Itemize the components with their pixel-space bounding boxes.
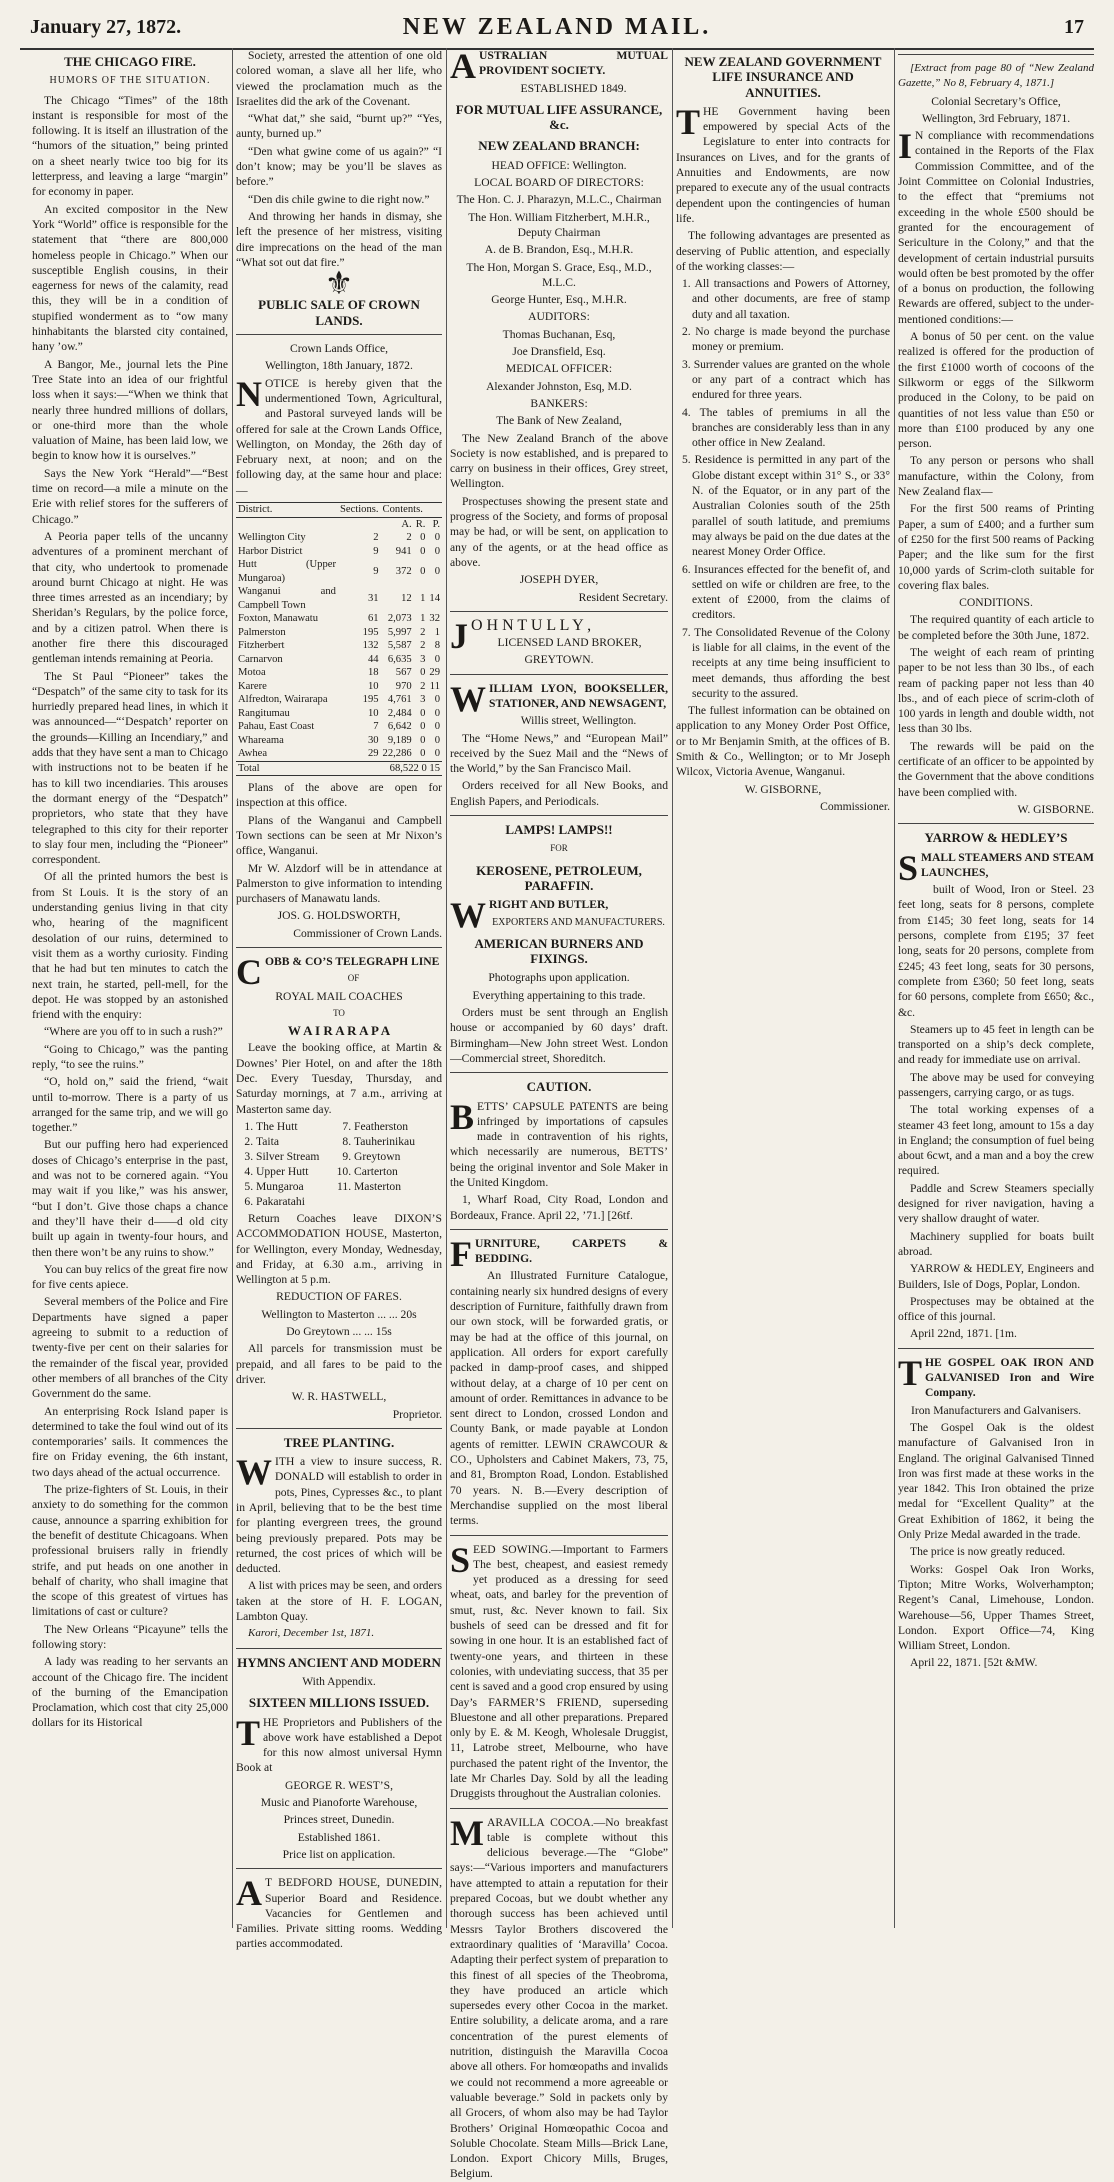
lyon-title: ILLIAM LYON, BOOKSELLER, STATIONER, AND NEWSAGENT, (489, 681, 668, 710)
district-cell: Motoa (238, 667, 266, 679)
crown-plans-2: Plans of the Wanganui and Campbell Town sections can be seen at Mr Nixon’s office, Wanganui. (236, 813, 442, 858)
cobb-stops-list (236, 1119, 442, 1209)
roods-cell: 0 (420, 667, 426, 679)
unit-acres: A. (401, 518, 412, 530)
acres-cell: 941 (395, 545, 412, 557)
district-cell: Hutt (Upper Mungaroa) (238, 559, 336, 584)
column-4: NEW ZEALAND GOVERNMENT LIFE INSURANCE AND ANNUITIES. THE Government having been empowered by special Acts of the Legislature to enter into contracts for Insurances on Lives, and for the grants of Annuities and Endowments, are now prepared to execute any of the usual contracts dependent upon the contingencies of human life. The following advantages are presented as deserving of Public attention, and especially of the working classes:— 1. All transactions and Powers of Attorney, and other documents, are free of stamp duty and all taxation. 2. No charge is made beyond the purchase money or premium. 3. Surrender values are granted on the whole or any part of a contract which has endured for three years. 4. The tables of premiums in all the branches are considerably less than in any other office in New Zealand. 5. Residence is permitted in any part of the Globe distant except within 31° S., or 33° N. of the Equator, or in any part of the Australian Colonies south of the 25th parallel of south latitude, and premiums may always be paid on the due dates at the nearest Money Order Office. 6. Insurances effected for the benefit of, and settled on wife or children are free, to the extent of £2000, from the claims of creditors. 7. The Consolidated Revenue of the Colony is liable for all claims, in the event of the receipts at any time being insufficient to meet demands, thus affording the best security to the assured. The fullest information can be obtained on application to any Money Order Post Office, or to Mr Benjamin Smith, at the offices of B. Smith & Co., Wellington; or to Mr Joseph Wilcox, Victoria Avenue, Wanganui. W. GISBORNE, Commissioner. (676, 54, 890, 813)
tree-body-2: A list with prices may be seen, and orders taken at the store of H. F. LOGAN, Lambton Quay. (236, 1579, 442, 1624)
acres-cell: 2,484 (387, 707, 412, 719)
tree-dateline: Karori, December 1st, 1871. (248, 1627, 375, 1640)
lyon-address: Willis street, Wellington. (520, 714, 637, 728)
sections-cell: 30 (367, 734, 379, 746)
amp-branch: NEW ZEALAND BRANCH: (478, 138, 640, 154)
amp-auditors-heading: AUDITORS: (528, 310, 590, 324)
chicago-paragraph: A lady was reading to her servants an account of the Chicago fire. The incident of the burning of the Emancipation Proclamation, which cost that city 25,000 dollars for its Historical (32, 1655, 228, 1730)
sections-cell: 61 (367, 613, 379, 625)
amp-bankers: The Bank of New Zealand, (496, 414, 622, 428)
lamps-wright-butler: RIGHT AND BUTLER, (489, 898, 609, 912)
flax-body-4: For the first 500 reams of Printing Paper, a sum of £400; and a further sum of £250 for the first 500 reams of Packing Paper; and the like sum for the first 10,000 yards of Scrim-cloth suitable for covering flax bales. (898, 502, 1094, 592)
page-number: 17 (1064, 16, 1084, 38)
acres-cell: 6,642 (387, 721, 412, 733)
sections-cell: 31 (367, 592, 379, 604)
hymns-sub: With Appendix. (302, 1674, 376, 1688)
crown-signature: JOS. G. HOLDSWORTH, (277, 909, 401, 923)
table-row (236, 626, 442, 640)
district-cell: Wanganui and Campbell Town (238, 586, 336, 611)
acres-cell: 2 (406, 532, 412, 544)
cobb-royal: ROYAL MAIL COACHES (275, 989, 403, 1003)
chicago-paragraph: And throwing her hands in dismay, she left the presence of her mistress, visiting dire imprecations on the head of the man “What sot out dat fire.” (236, 209, 442, 269)
gospel-title: HE GOSPEL OAK IRON AND GALVANISED Iron and Wire Company. (925, 1355, 1094, 1400)
sections-cell: 18 (367, 667, 379, 679)
insurance-signature-title: Commissioner. (820, 799, 890, 813)
perches-cell: 0 (434, 653, 440, 665)
crown-lands-table (236, 502, 442, 776)
list-item: The Hon. William Fitzherbert, M.H.R., Deputy Chairman (468, 210, 650, 239)
perches-cell: 29 (429, 667, 440, 679)
table-row (236, 545, 442, 559)
sections-cell: 9 (373, 545, 379, 557)
furniture-heading: URNITURE, CARPETS & BEDDING. (475, 1236, 668, 1266)
district-cell: Palmerston (238, 626, 286, 638)
column-2: Society, arrested the attention of one old colored woman, a slave all her life, who viewed the proclamation much as the Israelites did the ark of the Covenant. “What dat,” she said, “burnt up?” “Yes, aunty, burned up.” “Den what gwine come of us again?” “I don’t know; may be you’ll be slaves as before.” “Den dis chile gwine to die right now.” And throwing her hands in dismay, she left the presence of her mistress, visiting dire imprecations on the head of the man “What sot out dat fire.” ⚜ PUBLIC SALE OF CROWN LANDS. Crown Lands Office, Wellington, 18th January, 1872. NOTICE is hereby given that the undermentioned Town, Agricultural, and Pastoral surveyed lands will be offered for sale at the Crown Lands Office, Wellington, on Monday, the 26th day of February next, at noon; and on the following day, at the same hour and place:— District. Sections. Contents. A. R. P. Wellington City 2 2 0 0 Harbor District 9 941 0 0 Hutt (Upper Mungaroa) 9 372 0 0 Wanganui and Campbell Town 31 12 1 14 Foxton, Manawatu 61 2,073 1 32 Palmerston 195 5,997 2 1 Fitzherbert 132 5,587 2 8 Carnarvon 44 6,635 3 0 Motoa 18 567 0 29 Karere 10 970 2 11 Alfredton, Wairarapa 195 4,761 3 0 Rangitumau 10 2,484 0 0 Pahau, East Coast 7 6,642 0 0 Whareama 30 9,189 0 0 Awhea 29 22,286 0 0 Total 68,522 0 15 Plans of the above are open for inspection at this office. Plans of the Wanganui and Campbell Town sections can be seen at Mr Nixon’s office, Wanganui. Mr W. Alzdorf will be in attendance at Palmerston to give information to intending purchasers of Manawatu lands. JOS. G. HOLDSWORTH, Commissioner of Crown Lands. COBB & CO’S TELEGRAPH LINE OF ROYAL MAIL COACHES TO W A I R A R A P A Leave the booking office, at Martin & Downes’ Pier Hotel, on and after the 18th Dec. Every Tuesday, Thursday, and Saturday mornings, at 7 a.m., arriving at Masterton same day. 1. The Hutt 2. Taita 3. Silver Stream 4. Upper Hutt 5. Mungaroa 6. Pakaratahi 7. Featherston 8. Tauherinikau 9. Greytown 10. Carterton 11. Masterton Return Coaches leave DIXON’S ACCOMMODATION HOUSE, Masterton, for Wellington, every Monday, Wednesday, and Friday, at 6.30 a.m., arriving in Wellington at 5 p.m. REDUCTION OF FARES. Wellington to Masterton ... ... 20s Do Greytown ... ... 15s All parcels for transmission must be prepaid, and all fares to be paid to the driver. W. R. HASTWELL, Proprietor. TREE PLANTING. WITH a view to insure success, R. DONALD will establish to order in pots, Pines, Cypresses &c., to plant in April, believing that to be the best time for planting evergreen trees, the ground being previously prepared. Pots may be returned, the cost prices of which will be deducted. A list with prices may be seen, and orders taken at the store of H. F. LOGAN, Lambton Quay. Karori, December 1st, 1871. HYMNS ANCIENT AND MODERN With Appendix. SIXTEEN MILLIONS ISSUED. THE Proprietors and Publishers of the above work have established a Depot for this now almost universal Hymn Book at GEORGE R. WEST’S, Music and Pianoforte Warehouse, Princes street, Dunedin. Established 1861. Price list on application. A T BEDFORD HOUSE, DUNEDIN, Superior Board and Residence. Vacancies for Gentlemen and Families. Private sitting rooms. Wedding parties accommodated. (236, 48, 442, 1928)
district-cell: Karere (238, 680, 267, 692)
total-label: Total (236, 761, 338, 776)
district-cell: Pahau, East Coast (238, 721, 315, 733)
lyon-body-1: The “Home News,” and “European Mail” received by the Suez Mail and the “News of the World,” by the San Francisco Mail. (450, 731, 668, 776)
acres-cell: 5,587 (387, 640, 412, 652)
list-item: A. de B. Brandon, Esq., M.H.R. (484, 243, 634, 257)
roods-cell: 0 (420, 748, 426, 760)
district-cell: Rangitumau (238, 707, 290, 719)
caution-body: ETTS’ CAPSULE PATENTS are being infringed by importations of capsules made in contravention of his rights, which necessarily are numerous, BETTS’ being the original inventor and Sole Maker in the United Kingdom. (450, 1099, 668, 1189)
acres-cell: 12 (401, 592, 412, 604)
yarrow-body-7: YARROW & HEDLEY, Engineers and Builders, Isle of Dogs, Poplar, London. (898, 1262, 1094, 1291)
column-rule (672, 48, 673, 1928)
perches-cell: 1 (434, 626, 440, 638)
acres-cell: 2,073 (387, 613, 412, 625)
royal-crest-icon: ⚜ (324, 265, 354, 302)
list-item: 1. All transactions and Powers of Attorney, and other documents, are free of stamp duty and all taxation. (682, 277, 890, 321)
chicago-paragraph: The Chicago “Times” of the 18th instant is responsible for most of the following. It is itself an illustration of the “humors of the situation,” being printed on a sheet nearly twice too big for its letterpress, and leaving a large “margin” for economy in paper. (32, 93, 228, 199)
perches-cell: 8 (434, 640, 440, 652)
district-cell: Whareama (238, 734, 284, 746)
amp-head-office: HEAD OFFICE: Wellington. (491, 158, 627, 172)
cobb-fare-1: Wellington to Masterton ... ... 20s (261, 1307, 417, 1321)
caution-address: 1, Wharf Road, City Road, London and Bordeaux, France. April 22, ’71.] [26tf. (450, 1193, 668, 1222)
yarrow-date: April 22nd, 1871. [1m. (910, 1327, 1017, 1341)
roods-cell: 1 (420, 613, 426, 625)
chicago-paragraph: An excited compositor in the New York “World” office is responsible for the statement that “there are 800,000 homeless people in Chicago.” When our susceptible English cousins, in their eagerness for news of the calamity, read this, they will be in a condition of stupified wonderment as to “ow many hinhabitants the blarsted city contained, hany ’ow.” (32, 202, 228, 354)
chicago-paragraph: You can buy relics of the great fire now for five cents apiece. (32, 1262, 228, 1292)
hymns-heading: HYMNS ANCIENT AND MODERN (237, 1654, 441, 1670)
crown-plans-3: Mr W. Alzdorf will be in attendance at Palmerston to give information to intending purchasers of Manawatu lands. (236, 861, 442, 906)
lamps-for: FOR (550, 843, 568, 854)
roods-cell: 3 (420, 653, 426, 665)
chicago-paragraph: Of all the printed humors the best is from St Louis. It is the story of an understanding genius living in that city who, hearing of the magnificent desolation of our ruins, determined to visit them as a worthy curiosity. Finding that he had but ten minutes to catch the next train, he started, pell-mell, for the depot. He was stopped by an astonished friend with the enquiry: (32, 870, 228, 1022)
list-item: 3. Surrender values are granted on the whole or any part of a contract which has endured for three years. (682, 357, 890, 402)
chicago-paragraph: An enterprising Rock Island paper is determined to take the foul wind out of its contemporaries’ sails. It commences the fire on Friday evening, the 6th instant, two days ahead of the actual occurrence. (32, 1404, 228, 1479)
seed-body: EED SOWING.—Important to Farmers The best, cheapest, and easiest remedy yet produced as a dressing for seed wheat, oats, and barley for the prevention of smut, rust, &c. Never known to fail. Six bushels of seed can be dressed and fit for sowing in one hour. It is an established fact of twenty-one years, and thirteen in these colonies, with undeviating success, that 35 per cent is saved and a good crop ensured by using Day’s FARMER’S FRIEND, superseding Bluestone and all other preparations. Prepared only by E. & M. Keogh, Wholesale Druggist, 11, Latrobe street, Melbourne, who have purchased the patent right of the Inventor, the late Mr Charles Day. Sold by all the leading Druggists throughout the Australian colonies. (450, 1542, 668, 1801)
chicago-article (32, 93, 228, 1731)
table-row (236, 707, 442, 721)
table-row (236, 558, 442, 585)
acres-cell: 22,286 (382, 748, 412, 760)
cocoa-body: ARAVILLA COCOA.—No breakfast table is complete without this delicious beverage.—The “Globe” says:—“Various importers and manufacturers have attempted to attain a reputation for their prepared Cocoas, but we doubt whether any thorough success has been achieved until Messrs Taylor Brothers discovered the extraordinary qualities of ‘Maravilla’ Cocoa. Adapting their perfect system of preparation to this finest of all species of the Theobroma, they have produced an article which supersedes every other Cocoa in the market. Entire solubility, a delicate aroma, and a rare concentration of the purest elements of nutrition, distinguish the Maravilla Cocoa above all others. For homœopaths and invalids we could not recommend a more agreeable or valuable beverage.” Sold in packets only by all Grocers, of whom also may be had Taylor Brothers’ Original Homœopathic Cocoa and Soluble Chocolate. Steam Mills—Brick Lane, London. Export Chicory Mills, Bruges, Belgium. (450, 1815, 668, 2181)
sections-cell: 195 (362, 694, 379, 706)
roods-cell: 3 (420, 694, 426, 706)
gospel-body-3: Works: Gospel Oak Iron Works, Tipton; Mitre Works, Wolverhampton; Regent’s Canal, Limehouse, London. Warehouse—56, Upper Thames Street, London. Export Office—74, King William Street, London. (898, 1562, 1094, 1653)
sections-cell: 44 (367, 653, 379, 665)
list-item: 1. The Hutt (256, 1119, 344, 1134)
amp-signature-title: Resident Secretary. (578, 590, 668, 604)
cobb-title: OBB & CO’S TELEGRAPH LINE (265, 954, 440, 968)
table-row (236, 639, 442, 653)
amp-directors-list (450, 192, 668, 307)
chicago-subheading: HUMORS OF THE SITUATION. (49, 75, 211, 87)
list-item: 5. Mungaroa (256, 1179, 344, 1194)
yarrow-heading: YARROW & HEDLEY’S (924, 830, 1068, 846)
roods-cell: 2 (420, 626, 426, 638)
lamps-heading: LAMPS! LAMPS!! (505, 822, 613, 838)
table-row (236, 734, 442, 748)
total-value: 68,522 0 15 (381, 761, 442, 776)
district-cell: Fitzherbert (238, 640, 285, 652)
sections-cell: 195 (362, 626, 379, 638)
amp-medical: Alexander Johnston, Esq, M.D. (486, 379, 632, 393)
lamps-everything: Everything appertaining to this trade. (472, 988, 646, 1002)
amp-bankers-heading: BANKERS: (530, 396, 588, 410)
amp-signature: JOSEPH DYER, (519, 573, 599, 587)
roods-cell: 0 (420, 707, 426, 719)
table-row (236, 612, 442, 626)
flax-body-5: The required quantity of each article to be completed before the 30th June, 1872. (898, 613, 1094, 642)
chicago-paragraph: The prize-fighters of St. Louis, in their anxiety to do something for the common cause, announce a sparring exhibition for the benefit of destitute Chicagoans. When professional bruisers rally in friendly strife, and put heads on one another in behalf of charity, who shall imagine that the scope of this greatest of virtues has limitations of cast or culture? (32, 1483, 228, 1619)
chicago-paragraph: The New Orleans “Picayune” tells the following story: (32, 1622, 228, 1651)
perches-cell: 32 (429, 613, 440, 625)
chicago-paragraph: Says the New York “Herald”—“Best time on record—a mile a minute on the Erie with relief stores for the sufferers of Chicago.” (32, 466, 228, 526)
chicago-paragraph: A Peoria paper tells of the uncanny adventures of a prominent merchant of that city, who undertook to promenade around burnt Chicago at night. He was three times arrested as an incendiary; by Sheridan’s Regulars, by the police force, and by a citizen patrol. When there is another fire there this discouraged gentleman intends remaining at Peoria. (32, 529, 228, 666)
masthead (20, 8, 1094, 50)
amp-mutual: FOR MUTUAL LIFE ASSURANCE, &c. (455, 101, 663, 133)
insurance-advantages-list (676, 276, 890, 701)
roods-cell: 0 (420, 545, 426, 557)
cobb-signature: W. R. HASTWELL, (291, 1390, 387, 1404)
amp-medical-heading: MEDICAL OFFICER: (505, 362, 613, 376)
lamps-burners: AMERICAN BURNERS AND FIXINGS. (474, 935, 644, 967)
amp-board: LOCAL BOARD OF DIRECTORS: (474, 176, 644, 190)
sections-cell: 10 (367, 707, 379, 719)
amp-body-2: Prospectuses showing the present state and progress of the Society, and forms of proposal may be had, or will be sent, on application to any of the agents, or at the head office as above. (450, 494, 668, 569)
column-1 (32, 48, 228, 1928)
insurance-fuller: The fullest information can be obtained on application to any Money Order Post Office, or to Mr Benjamin Smith, at the offices of B. Smith & Co., Wellington; or to Mr Joseph Wilcox, Victoria Avenue, Wanganui. (676, 704, 890, 779)
crown-office: Crown Lands Office, (290, 342, 388, 356)
district-cell: Alfredton, Wairarapa (238, 694, 328, 706)
amp-auditor-2: Joe Dransfield, Esq. (512, 345, 606, 359)
district-cell: Harbor District (238, 545, 303, 557)
amp-established: ESTABLISHED 1849. (520, 81, 627, 95)
amp-heading: USTRALIAN MUTUAL PROVIDENT SOCIETY. (479, 49, 668, 78)
sections-cell: 2 (373, 532, 379, 544)
district-cell: Wellington City (238, 532, 306, 544)
list-item: The Hon, Morgan S. Grace, Esq., M.D., M.L.C. (466, 260, 652, 289)
yarrow-body-1: built of Wood, Iron or Steel. 23 feet long, seats for 8 persons, complete from £145; 30 feet long, seats for 14 persons, complete from £195; 37 feet long, seats for 20 persons, complete from £245; 43 feet long, seats for 30 persons, complete from £360; 50 feet long, seats for 60 persons, complete from £650; &c., &c. (898, 883, 1094, 1019)
gospel-body-2: The price is now greatly reduced. (910, 1545, 1066, 1559)
cobb-signature-title: Proprietor. (392, 1407, 442, 1421)
chicago-paragraph: “What dat,” she said, “burnt up?” “Yes, aunty, burned up.” (236, 112, 442, 141)
table-row (236, 747, 442, 761)
yarrow-body-2: Steamers up to 45 feet in length can be transported on a ship’s deck complete, and ready for immediate use on arrival. (898, 1022, 1094, 1067)
flax-body-7: The rewards will be paid on the certificate of an officer to be appointed by the Government that the above conditions have been complied with. (898, 739, 1094, 799)
col-sections: Sections. (339, 504, 379, 516)
chicago-paragraph: “Den dis chile gwine to die right now.” (248, 192, 430, 206)
tree-heading: TREE PLANTING. (283, 1434, 395, 1450)
furniture-body: An Illustrated Furniture Catalogue, containing nearly six hundred designs of every description of Furniture, faithfully drawn from our own stock, will be forwarded gratis, or may be had at the office of this journal, on application. All orders for export carefully packed in damp-proof cases, and shipped without delay, at a charge of 10 per cent on amount of order. Remittances in advance to be sent direct to London, crossed London and County Bank, or made payable at London agents of remitter. LEWIN CRAWCOUR & CO., Upholsters and Cabinet Makers, 73, 75, and 81, Brompton Road, London. Established 70 years. N. B.—Every description of Merchandise supplied on the most liberal terms. (450, 1269, 668, 1528)
list-item: 9. Greytown (354, 1149, 442, 1164)
table-row (236, 653, 442, 667)
insurance-signature: W. GISBORNE, (744, 782, 822, 796)
perches-cell: 0 (434, 565, 440, 577)
list-item: The Hon. C. J. Pharazyn, M.L.C., Chairman (456, 193, 662, 207)
column-rule (446, 48, 447, 1928)
list-item: 2. Taita (256, 1134, 344, 1149)
cobb-wairarapa: W A I R A R A P A (287, 1023, 391, 1039)
insurance-heading: NEW ZEALAND GOVERNMENT LIFE INSURANCE AND ANNUITIES. (684, 54, 882, 100)
perches-cell: 0 (434, 694, 440, 706)
unit-roods: R. (415, 518, 426, 530)
sections-cell: 132 (362, 640, 379, 652)
list-item: 3. Silver Stream (256, 1149, 344, 1164)
col-district: District. (236, 503, 338, 518)
lamps-photographs: Photographs upon application. (488, 971, 630, 985)
column-5: [Extract from page 80 of “New Zealand Gazette,” No 8, February 4, 1871.] Colonial Secretary’s Office, Wellington, 3rd February, 1871. I N compliance with recommendations contained in the Reports of the Flax Commission Committee, and of the Joint Committee on Colonial Industries, to the effect that “premiums not exceeding in the whole £500 should be granted for the encouragement of Sericulture in the Colony,” and that the development of certain industrial pursuits would often be best promoted by the offer of a bonus on production, the following Rewards are offered, subject to the under-mentioned conditions:— A bonus of 50 per cent. on the value realized is offered for the production of the first £1000 worth of cocoons of the Silkworm or eggs of the Silkworm produced in the Colony, to be paid on quantities of not less value than £50 or more than £100 produced by any one person. To any person or persons who shall manufacture, within the Colony, from New Zealand flax— For the first 500 reams of Printing Paper, a sum of £400; and a further sum of £250 for the first 500 reams of Packing Paper; and the like sum for the first 10,000 yards of Scrim-cloth suitable for covering flax bales. CONDITIONS. The required quantity of each article to be completed before the 30th June, 1872. The weight of each ream of printing paper to be not less than 30 lbs., of each ream of packing paper not less than 40 lbs., and of each piece of scrim-cloth of 100 yards in length and double width, not less than 30 lbs. The rewards will be paid on the certificate of an officer to be appointed by the Government that the above conditions have been complied with. W. GISBORNE. YARROW & HEDLEY’S SMALL STEAMERS AND STEAM LAUNCHES, built of Wood, Iron or Steel. 23 feet long, seats for 8 persons, complete from £145; 30 feet long, seats for 14 persons, complete from £195; 37 feet long, seats for 20 persons, complete from £245; 43 feet long, seats for 30 persons, complete from £360; 50 feet long, seats for 60 persons, complete from £650; &c., &c. Steamers up to 45 feet in length can be transported on a ship’s deck complete, and ready for immediate use on arrival. The above may be used for conveying passengers, carrying cargo, or as tugs. The total working expenses of a steamer 43 feet long, amount to 15s a day in England; the consumption of fuel being about 6cwt, and a man and a boy the crew required. Paddle and Screw Steamers specially designed for river navigation, having a very shallow draught of water. Machinery supplied for boats built abroad. YARROW & HEDLEY, Engineers and Builders, Isle of Dogs, Poplar, London. Prospectuses may be obtained at the office of this journal. April 22nd, 1871. [1m. THE GOSPEL OAK IRON AND GALVANISED Iron and Wire Company. Iron Manufacturers and Galvanisers. The Gospel Oak is the oldest manufacture of Galvanised Iron in England. The original Galvanised Tinned Iron was first made at these works in the year 1842. This Iron obtained the prize medal for “Excellent Quality” at the Great Exhibition of 1862, it being the Only Prize Medal awarded in the trade. The price is now greatly reduced. Works: Gospel Oak Iron Works, Tipton; Mitre Works, Wolverhampton; Regent’s Canal, Limehouse, London. Warehouse—56, Upper Thames Street, London. Export Office—74, King William Street, London. April 22, 1871. [52t &MW. (898, 48, 1094, 1928)
yarrow-body-6: Machinery supplied for boats built abroad. (898, 1229, 1094, 1258)
yarrow-body-4: The total working expenses of a steamer 43 feet long, amount to 15s a day in England; the consumption of fuel being about 6cwt, and a man and a boy the crew required. (898, 1103, 1094, 1178)
table-row (236, 585, 442, 612)
roods-cell: 2 (420, 680, 426, 692)
tree-body: ITH a view to insure success, R. DONALD will establish to order in pots, Pines, Cypresses &c., to plant in April, believing that to be the best time for planting evergreen trees, the ground being previously prepared. Pots may be returned, the cost prices of which will be deducted. (236, 1455, 442, 1576)
yarrow-title: MALL STEAMERS AND STEAM LAUNCHES, (921, 850, 1094, 879)
flax-signature: W. GISBORNE. (1017, 802, 1094, 816)
acres-cell: 9,189 (387, 734, 412, 746)
chicago-paragraph: Society, arrested the attention of one old colored woman, a slave all her life, who viewed the proclamation much as the Israelites did the ark of the Covenant. (236, 49, 442, 108)
gospel-body-1: The Gospel Oak is the oldest manufacture of Galvanised Iron in England. The original Galvanised Tinned Iron was first made at these works in the year 1842. This Iron obtained the prize medal for “Excellent Quality” at the Great Exhibition of 1862, it being the Only Prize Medal awarded in the trade. (898, 1420, 1094, 1542)
chicago-paragraph: A Bangor, Me., journal lets the Pine Tree State into an idea of our frightful loss when it says:—“When we think that nearly three hundred millions of dollars, or one-third more than the whole valuation of Maine, has been laid low, we begin to know how it is ourselves.” (32, 357, 228, 463)
newspaper-title: NEW ZEALAND MAIL. (402, 14, 712, 40)
issue-date: January 27, 1872. (30, 16, 182, 38)
column-rule (232, 48, 233, 1928)
flax-dateline: Wellington, 3rd February, 1871. (921, 111, 1071, 125)
flax-conditions-heading: CONDITIONS. (959, 596, 1033, 610)
cobb-body-1: Leave the booking office, at Martin & Downes’ Pier Hotel, on and after the 18th Dec. Every Tuesday, Thursday, and Saturday mornings, at 7 a.m., arriving at Masterton same day. (236, 1041, 442, 1116)
cobb-to: TO (333, 1007, 345, 1018)
lamps-kerosene: KEROSENE, PETROLEUM, PARAFFIN. (476, 862, 642, 893)
chicago-paragraph: “Going to Chicago,” was the panting reply, “to see the ruins.” (32, 1042, 228, 1071)
insurance-body: HE Government having been empowered by special Acts of the Legislature to enter into contracts for Insurances on Lives, and for the grants of Annuities and Endowments, are now prepared to execute any of the usual contracts dependent upon the contingencies of human life. (676, 104, 890, 225)
caution-heading: CAUTION. (526, 1079, 592, 1095)
chicago-heading: THE CHICAGO FIRE. (64, 54, 196, 69)
chicago-paragraph: Several members of the Police and Fire Departments have signed a paper agreeing to submit to a reduction of twenty-five per cent on their salaries for the remainder of the fiscal year, provided other members of all branches of the City Government do the same. (32, 1295, 228, 1401)
column-rule (894, 48, 895, 1928)
flax-body-1: N compliance with recommendations contained in the Reports of the Flax Commission Committee, and of the Joint Committee on Colonial Industries, to the effect that “premiums not exceeding in the whole £500 should be granted for the encouragement of Sericulture in the Colony,” and that the development of certain industrial pursuits would often be best promoted by the offer of a bonus on production, the following Rewards are offered, subject to the under-mentioned conditions:— (898, 129, 1094, 326)
acres-cell: 372 (395, 565, 412, 577)
perches-cell: 14 (429, 592, 440, 604)
column-3: AUSTRALIAN MUTUAL PROVIDENT SOCIETY. ESTABLISHED 1849. FOR MUTUAL LIFE ASSURANCE, &c. NEW ZEALAND BRANCH: HEAD OFFICE: Wellington. LOCAL BOARD OF DIRECTORS: The Hon. C. J. Pharazyn, M.L.C., Chairman The Hon. William Fitzherbert, M.H.R., Deputy Chairman A. de B. Brandon, Esq., M.H.R. The Hon, Morgan S. Grace, Esq., M.D., M.L.C. George Hunter, Esq., M.H.R. AUDITORS: Thomas Buchanan, Esq, Joe Dransfield, Esq. MEDICAL OFFICER: Alexander Johnston, Esq, M.D. BANKERS: The Bank of New Zealand, The New Zealand Branch of the above Society is now established, and is prepared to carry on business in their offices, Grey street, Wellington. Prospectuses showing the present state and progress of the Society, and forms of proposal may be had, or will be sent, on application to any of the agents, or at the head office as above. JOSEPH DYER, Resident Secretary. J O H N T U L L Y , LICENSED LAND BROKER, GREYTOWN. WILLIAM LYON, BOOKSELLER, STATIONER, AND NEWSAGENT, Willis street, Wellington. The “Home News,” and “European Mail” received by the Suez Mail and the “News of the World,” by the San Francisco Mail. Orders received for all New Books, and English Papers, and Periodicals. LAMPS! LAMPS!! FOR KEROSENE, PETROLEUM, PARAFFIN. WRIGHT AND BUTLER, EXPORTERS AND MANUFACTURERS. AMERICAN BURNERS AND FIXINGS. Photographs upon application. Everything appertaining to this trade. Orders must be sent through an English house or accompanied by 60 days’ draft. Birmingham—New John street West. London—Commercial street, Shoreditch. CAUTION. BETTS’ CAPSULE PATENTS are being infringed by importations of capsules made in contravention of his rights, which necessarily are numerous, BETTS’ being the original inventor and Sole Maker in the United Kingdom. 1, Wharf Road, City Road, London and Bordeaux, France. April 22, ’71.] [26tf. FURNITURE, CARPETS & BEDDING. An Illustrated Furniture Catalogue, containing nearly six hundred designs of every description of Furniture, faithfully drawn from our own stock, will be forwarded gratis, or may be had at the office of this journal, on application. All orders for export carefully packed in damp-proof cases, and shipped without delay, at a charge of 10 per cent on amount of order. Remittances in advance to be sent direct to London, crossed London and County Bank, or made payable at London agents of remitter. LEWIN CRAWCOUR & CO., Upholsters and Cabinet Makers, 73, 75, and 81, Brompton Road, London. Established 70 years. N. B.—Every description of Merchandise supplied on the most liberal terms. SEED SOWING.—Important to Farmers The best, cheapest, and easiest remedy yet produced as a dressing for seed wheat, oats, and barley for the prevention of smut, rust, &c. Never known to fail. Six bushels of seed can be dressed and fit for sowing in one hour. It is an established fact of twenty-one years, and thirteen in these colonies, with undeviating success, that 35 per cent is saved and a good crop ensured by using Day’s FARMER’S FRIEND, superseding Bluestone and all other preparations. Prepared only by E. & M. Keogh, Wholesale Druggist, 11, Latrobe street, Melbourne, who have purchased the patent right of the Inventor, the late Mr Charles Day. Sold by all the leading Druggists throughout the Australian colonies. MARAVILLA COCOA.—No breakfast table is complete without this delicious beverage.—The “Globe” says:—“Various importers and manufacturers have attempted to attain a reputation for their prepared Cocoas, but we doubt whether any thorough success has been achieved until Messrs Taylor Brothers discovered the extraordinary qualities of ‘Maravilla’ Cocoa. Adapting their perfect system of preparation to this finest of all species of the Theobroma, they have produced an article which supersedes every other Cocoa in the market. Entire solubility, a delicate aroma, and a rare concentration of the purest elements of nutrition, distinguish the Maravilla Cocoa above all others. For homœopaths and invalids we could not recommend a more agreeable or valuable beverage.” Sold in packets only by all Grocers, of whom also may be had Taylor Brothers’ Original Homœopathic Cocoa and Soluble Chocolate. Steam Mills—Brick Lane, London. Export Chicory Mills, Bruges, Belgium. (450, 46, 668, 2181)
flax-office: Colonial Secretary’s Office, (931, 94, 1061, 108)
flax-body-3: To any person or persons who shall manufacture, within the Colony, from New Zealand flax— (898, 454, 1094, 499)
crown-notice: OTICE is hereby given that the undermentioned Town, Agricultural, and Pastoral surveyed lands will be offered for sale at the Crown Lands Office, Wellington, on Monday, the 26th day of February next, at noon; and on the following day, at the same hour and place:— (236, 376, 442, 497)
roods-cell: 1 (420, 592, 426, 604)
sections-cell: 9 (373, 565, 379, 577)
perches-cell: 0 (434, 721, 440, 733)
hymns-sixteen: SIXTEEN MILLIONS ISSUED. (248, 1695, 430, 1711)
perches-cell: 0 (434, 707, 440, 719)
flax-extract: [Extract from page 80 of “New Zealand Gazette,” No 8, February 4, 1871.] (898, 62, 1094, 90)
roods-cell: 0 (420, 565, 426, 577)
lamps-body: Orders must be sent through an English house or accompanied by 60 days’ draft. Birmingham—New John street West. London—Commercial street, Shoreditch. (450, 1006, 668, 1065)
chicago-paragraph: But our puffing hero had experienced doses of Chicago’s enterprise in the past, and was not to be cornered again. “You may wait if you like,” was his answer, “but I don’t. Give those chaps a chance and they’ll have their d——d old city built up again in twenty-four hours, and then there won’t be any ruins to show.” (32, 1138, 228, 1259)
hymns-est: Established 1861. (297, 1830, 381, 1844)
acres-cell: 5,997 (387, 626, 412, 638)
table-row (236, 720, 442, 734)
roods-cell: 0 (420, 721, 426, 733)
roods-cell: 2 (420, 640, 426, 652)
flax-body-6: The weight of each ream of printing paper to be not less than 30 lbs., of each ream of packing paper not less than 40 lbs., and of each piece of scrim-cloth of 100 yards in length and double width, not less than 30 lbs. (898, 645, 1094, 736)
perches-cell: 0 (434, 545, 440, 557)
list-item: 5. Residence is permitted in any part of the Globe distant except within 31° S., or 33° N. of the Equator, or in any part of the Australian Colonies south of the 25th parallel of south latitude, and premiums may always be paid on the due dates at the nearest Money Order Office. (682, 453, 890, 559)
list-item: 6. Insurances effected for the benefit of, and settled on wife or children are free, to the extent of £2000, from the claims of creditors. (682, 562, 890, 622)
crown-dateline: Wellington, 18th January, 1872. (265, 359, 413, 373)
tully-line-1: LICENSED LAND BROKER, (497, 636, 642, 650)
col-contents: Contents. (381, 503, 442, 518)
chicago-paragraph: “Den what gwine come of us again?” “I don’t know; may be you’ll be slaves as before.” (236, 144, 442, 189)
table-row (236, 531, 442, 545)
acres-cell: 567 (395, 667, 412, 679)
perches-cell: 0 (434, 748, 440, 760)
insurance-intro: The following advantages are presented as deserving of Public attention, and especially of the working classes:— (676, 229, 890, 273)
gospel-date: April 22, 1871. [52t &MW. (910, 1656, 1038, 1670)
roods-cell: 0 (420, 734, 426, 746)
list-item: 6. Pakaratahi (256, 1194, 344, 1209)
lyon-body-2: Orders received for all New Books, and English Papers, and Periodicals. (450, 779, 668, 808)
district-cell: Foxton, Manawatu (238, 613, 319, 625)
sections-cell: 10 (367, 680, 379, 692)
hymns-price: Price list on application. (282, 1847, 396, 1861)
list-item: 10. Carterton (354, 1164, 442, 1179)
list-item: 2. No charge is made beyond the purchase money or premium. (682, 325, 890, 354)
unit-perches: P. (432, 518, 440, 530)
list-item: 8. Tauherinikau (354, 1134, 442, 1149)
list-item: 11. Masterton (354, 1179, 442, 1194)
yarrow-body-3: The above may be used for conveying passengers, carrying cargo, or as tugs. (898, 1070, 1094, 1099)
perches-cell: 11 (429, 680, 440, 692)
list-item: 4. The tables of premiums in all the branches are considerably less than in any other office in New Zealand. (682, 405, 890, 450)
cobb-fare-2: Do Greytown ... ... 15s (286, 1325, 392, 1339)
crown-signature-title: Commissioner of Crown Lands. (293, 926, 442, 940)
cobb-body-2: Return Coaches leave DIXON’S ACCOMMODATION HOUSE, Masterton, for Wellington, every Monday, Wednesday, and Friday, at 6.30 a.m., arriving in Wellington at 5 p.m. (236, 1211, 442, 1287)
list-item: 7. The Consolidated Revenue of the Colony is liable for all claims, in the event of the receipts at any time being insufficient to meet demands, thus affording the best security to the assured. (682, 625, 890, 700)
hymns-body: HE Proprietors and Publishers of the above work have established a Depot for this now almost universal Hymn Book at (236, 1715, 442, 1775)
flax-body-2: A bonus of 50 per cent. on the value realized is offered for the production of the first £1000 worth of cocoons of the Silkworm or eggs of the Silkworm produced in the Colony, to be paid on quantities of not less value than £50 or more than £100 produced by any one person. (898, 330, 1094, 451)
cobb-body-3: All parcels for transmission must be prepaid, and all fares to be paid to the driver. (236, 1342, 442, 1386)
hymns-addr-2: Princes street, Dunedin. (283, 1813, 395, 1827)
yarrow-body-8: Prospectuses may be obtained at the office of this journal. (898, 1294, 1094, 1324)
list-item: George Hunter, Esq., M.H.R. (491, 293, 627, 307)
sections-cell: 7 (373, 721, 379, 733)
acres-cell: 970 (395, 680, 412, 692)
sections-cell: 29 (367, 748, 379, 760)
yarrow-body-5: Paddle and Screw Steamers specially designed for river navigation, having a very shallow draught of water. (898, 1181, 1094, 1226)
amp-auditor-1: Thomas Buchanan, Esq, (502, 327, 616, 341)
cobb-fares-heading: REDUCTION OF FARES. (276, 1290, 402, 1304)
acres-cell: 4,761 (387, 694, 412, 706)
bedford-body: T BEDFORD HOUSE, DUNEDIN, Superior Board and Residence. Vacancies for Gentlemen and Families. Private sitting rooms. Wedding parties accommodated. (236, 1876, 442, 1951)
chicago-paragraph: “O, hold on,” said the friend, “wait until to-morrow. There is a party of us arranged for the same trip, and we will go together.” (32, 1075, 228, 1135)
lamps-exporters: EXPORTERS AND MANUFACTURERS. (492, 916, 665, 928)
acres-cell: 6,635 (387, 653, 412, 665)
tully-line-2: GREYTOWN. (524, 653, 594, 667)
chicago-paragraph: The St Paul “Pioneer” takes the “Despatch” of the same city to task for its hurriedly prepared head lines, in which it was announced—“‘Despatch’ reporter on the grounds—Killing an Incendiary,” and adds that they have sent a man to Chicago with instructions not to be beaten if he has to kill two incendiaries. This arouses the dormant energy of the “Despatch” proprietors, who state that they have telegraphed to this city for their reporter to slay four men, including the “Pioneer” correspondent. (32, 669, 228, 867)
cobb-of: OF (347, 973, 360, 984)
gospel-sub: Iron Manufacturers and Galvanisers. (911, 1403, 1081, 1417)
table-row (236, 666, 442, 680)
tully-name: O H N T U L L Y , (471, 616, 592, 634)
crown-plans-1: Plans of the above are open for inspection at this office. (236, 781, 442, 810)
list-item: 7. Featherston (354, 1119, 442, 1134)
perches-cell: 0 (434, 532, 440, 544)
list-item: 4. Upper Hutt (256, 1164, 344, 1179)
crown-heading: PUBLIC SALE OF CROWN LANDS. (258, 297, 420, 328)
amp-body-1: The New Zealand Branch of the above Society is now established, and is prepared to carry on business in their offices, Grey street, Wellington. (450, 431, 668, 491)
roods-cell: 0 (420, 532, 426, 544)
perches-cell: 0 (434, 734, 440, 746)
hymns-shop: GEORGE R. WEST’S, (285, 1778, 393, 1792)
table-row (236, 680, 442, 694)
chicago-article-continued (236, 48, 442, 270)
district-cell: Awhea (238, 748, 268, 760)
district-cell: Carnarvon (238, 653, 283, 665)
chicago-paragraph: “Where are you off to in such a rush?” (44, 1025, 223, 1039)
hymns-addr-1: Music and Pianoforte Warehouse, (260, 1796, 418, 1810)
table-row (236, 693, 442, 707)
